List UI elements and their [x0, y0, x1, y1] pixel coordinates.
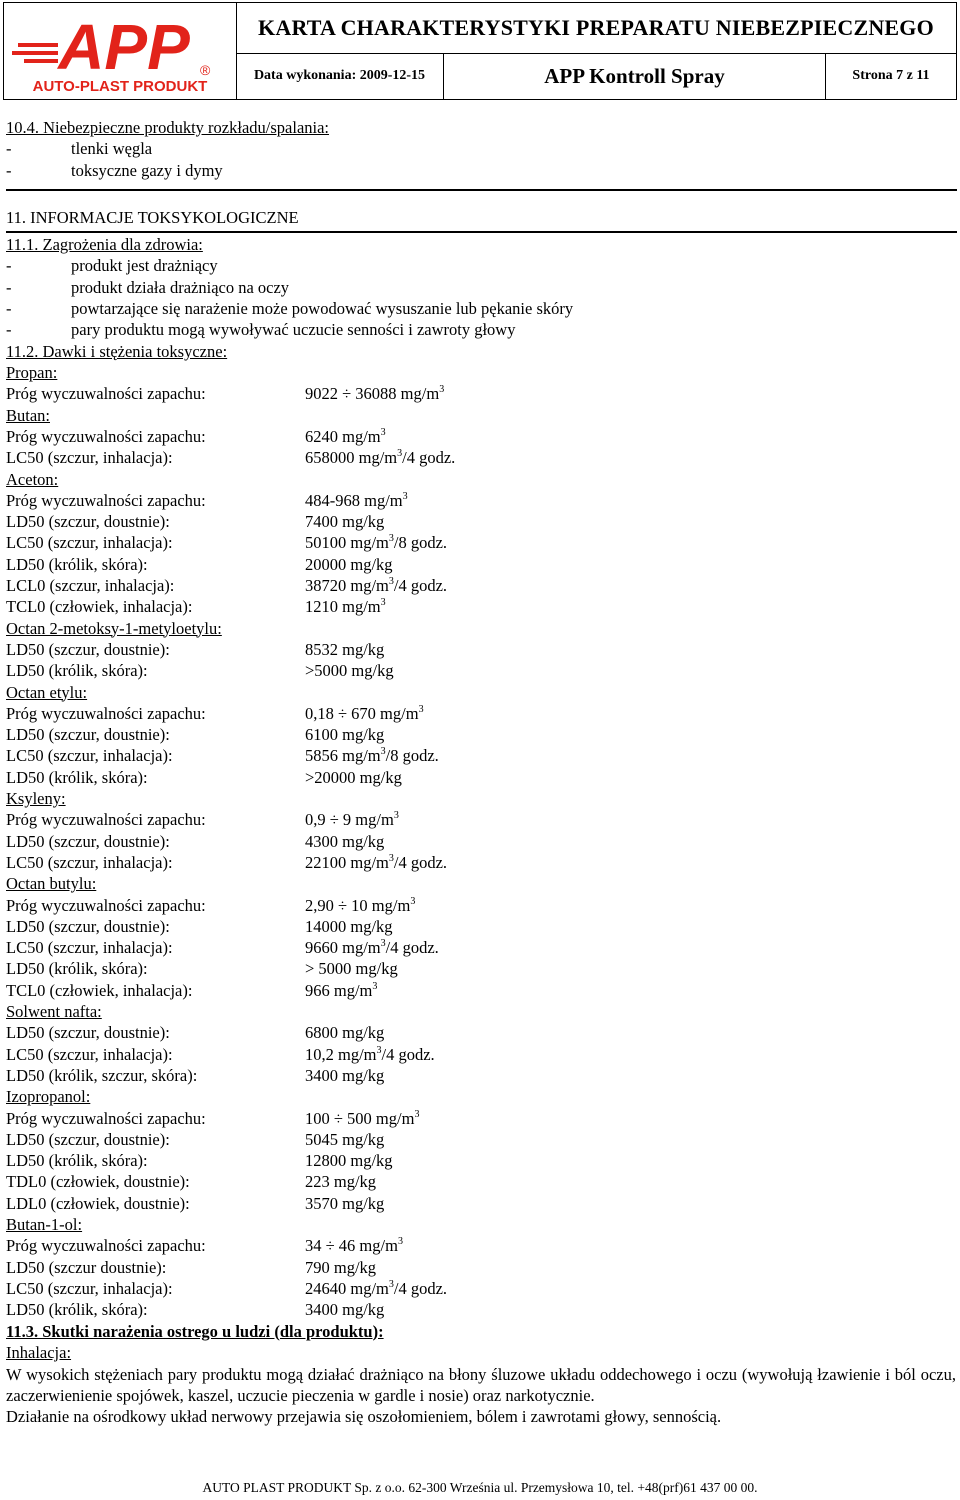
toxicity-label: Próg wyczuwalności zapachu: [6, 895, 206, 915]
toxicity-row [6, 746, 439, 766]
substance-heading: 11.3. Skutki narażenia ostrego u ludzi (dla produktu): [6, 1321, 384, 1341]
toxicity-row [6, 1151, 393, 1171]
toxicity-label: LC50 (szczur, inhalacja): [6, 1044, 173, 1064]
toxicity-value: 38720 $mg/m^3/4$ godz. [305, 576, 448, 595]
toxicity-row [6, 959, 398, 979]
toxicity-row [6, 980, 378, 1001]
toxicity-label: LC50 (szczur, inhalacja): [6, 448, 173, 468]
toxicity-row [6, 448, 456, 468]
toxicity-value: 484-968 $mg/m^3$ [305, 490, 408, 510]
substance-heading: Izopropanol: [6, 1087, 91, 1107]
toxicity-row [6, 810, 399, 830]
toxicity-row [6, 1257, 377, 1278]
section-divider [6, 189, 957, 191]
toxicity-label: LC50 (szczur, inhalacja): [6, 533, 173, 553]
toxicity-row [6, 1044, 435, 1065]
document-header [3, 2, 957, 100]
section-11-heading: 11. INFORMACJE TOKSYKOLOGICZNE [6, 208, 299, 227]
toxicity-row [6, 533, 448, 553]
toxicity-row [6, 426, 386, 447]
toxicity-label: Próg wyczuwalności zapachu: [6, 490, 206, 510]
toxicity-value: 223 mg/kg [305, 1172, 377, 1192]
toxicity-label: LCL0 (szczur, inhalacja): [6, 576, 175, 595]
toxicity-label: Próg wyczuwalności zapachu: [6, 1236, 206, 1256]
toxicity-label: LD50 (szczur, doustnie): [6, 916, 170, 936]
substance-heading: Butan-1-ol: [6, 1215, 83, 1234]
toxicity-label: Próg wyczuwalności zapachu: [6, 810, 206, 830]
toxicity-row [6, 1236, 403, 1256]
toxicity-value: 9022 ÷ 36088 $mg/m^3$ [305, 384, 445, 404]
company-logo [4, 3, 237, 99]
toxicity-value: 9660 $mg/m^3/4$ godz. [305, 938, 439, 958]
toxicity-value: 10,2 $mg/m^3/4$ godz. [305, 1044, 435, 1064]
toxicity-value: 6800 mg/kg [305, 1023, 385, 1043]
section-divider [6, 231, 957, 233]
toxicity-row [6, 938, 439, 958]
toxicity-label: LD50 (królik, skóra): [6, 959, 148, 979]
toxicity-label: LD50 (szczur, doustnie): [6, 1023, 170, 1043]
logo-sub-text: AUTO-PLAST PRODUKT [32, 78, 208, 95]
toxicity-label: LD50 (szczur, doustnie): [6, 831, 170, 851]
toxicity-value: 6100 mg/kg [305, 725, 385, 745]
toxicity-row [6, 1278, 448, 1299]
toxicity-value: 790 mg/kg [305, 1257, 377, 1277]
toxicity-value: 12800 mg/kg [305, 1151, 393, 1171]
substance-heading: Ksyleny: [6, 789, 66, 808]
toxicity-label: LC50 (szczur, inhalacja): [6, 1278, 173, 1298]
list-item: - produkt jest drażniący [6, 256, 218, 275]
toxicity-value: 0,9 ÷ 9 $mg/m^3$ [305, 810, 399, 830]
toxicity-value: 20000 mg/kg [305, 554, 393, 574]
toxicity-value: 34 ÷ 46 $mg/m^3$ [305, 1236, 403, 1256]
toxicity-value: 100 ÷ 500 $mg/m^3$ [305, 1108, 420, 1128]
toxicity-row [6, 895, 416, 916]
document-title: KARTA CHARAKTERYSTYKI PREPARATU NIEBEZPIECZNEGO [236, 3, 956, 54]
toxicity-value: >5000 mg/kg [305, 661, 394, 681]
toxicity-value: 966 $mg/m^3$ [305, 980, 378, 1000]
toxicity-label: LD50 (królik, skóra): [6, 767, 148, 787]
toxicity-label: LD50 (szczur, doustnie): [6, 512, 170, 532]
logo-main-text: APP [58, 11, 190, 83]
toxicity-row [6, 661, 394, 681]
toxicity-row [6, 831, 385, 852]
toxicity-label: LD50 (szczur, doustnie): [6, 639, 170, 659]
toxicity-value: 50100 $mg/m^3/8$ godz. [305, 533, 448, 553]
inhalation-paragraph: W wysokich stężeniach pary produktu mogą działać drażniąco na błony śluzowe układu oddechowego i oczu (wywołują łzawienie i ból oczu, zaczerwienienie spojówek, kaszel, uczucie pieczenia w gardle i nosie) oraz narkotycznie. [6, 1365, 956, 1405]
app-logo-graphic [4, 3, 236, 99]
toxicity-row [6, 1065, 385, 1086]
toxicity-value: 2,90 ÷ 10 $mg/m^3$ [305, 895, 416, 915]
toxicity-value: 14000 mg/kg [305, 916, 393, 936]
toxicity-label: LC50 (szczur, inhalacja): [6, 938, 173, 958]
creation-date: Data wykonania: 2009-12-15 [236, 53, 444, 99]
toxicity-value: 3400 mg/kg [305, 1065, 385, 1085]
substance-heading: Octan etylu: [6, 682, 88, 702]
toxicity-row [6, 703, 424, 724]
section-11-2-heading: 11.2. Dawki i stężenia toksyczne: [6, 342, 228, 361]
toxicity-value: 24640 $mg/m^3/4$ godz. [305, 1278, 448, 1298]
toxicity-value: 3400 mg/kg [305, 1300, 385, 1320]
toxicity-label: TCL0 (człowiek, inhalacja): [6, 980, 193, 1000]
toxicity-value: 4300 mg/kg [305, 831, 385, 851]
substance-heading: Inhalacja: [6, 1342, 72, 1362]
toxicity-row [6, 1300, 385, 1320]
section-11-1-heading: 11.1. Zagrożenia dla zdrowia: [6, 235, 203, 254]
toxicity-value: 22100 $mg/m^3/4$ godz. [305, 852, 448, 872]
toxicity-row [6, 852, 448, 873]
toxicity-label: Próg wyczuwalności zapachu: [6, 426, 206, 446]
toxicity-row [6, 490, 408, 511]
toxicity-label: Próg wyczuwalności zapachu: [6, 384, 206, 404]
toxicity-label: LD50 (królik, skóra): [6, 1151, 148, 1171]
toxicity-row [6, 576, 448, 596]
substance-heading: Aceton: [6, 469, 59, 489]
toxicity-row [6, 639, 385, 660]
toxicity-row [6, 1193, 385, 1214]
list-item: - produkt działa drażniąco na oczy [6, 278, 290, 297]
cns-effect-paragraph: Działanie na ośrodkowy układ nerwowy przejawia się oszołomieniem, bólem i zawrotami głowy, sennością. [6, 1407, 722, 1426]
toxicity-value: 6240 $mg/m^3$ [305, 426, 386, 446]
toxicity-label: LC50 (szczur, inhalacja): [6, 746, 173, 766]
toxicity-row [6, 384, 445, 404]
toxicity-label: Próg wyczuwalności zapachu: [6, 1108, 206, 1128]
substance-heading: Butan: [6, 405, 50, 425]
page-number: Strona 7 z 11 [852, 68, 930, 83]
list-item: - toksyczne gazy i dymy [6, 161, 223, 180]
substance-heading: Octan 2-metoksy-1-metyloetylu: [6, 618, 222, 638]
registered-mark: ® [200, 62, 211, 78]
toxicity-value: >20000 mg/kg [305, 767, 402, 787]
toxicity-value: 1210 $mg/m^3$ [305, 597, 386, 617]
toxicity-value: 5045 mg/kg [305, 1129, 385, 1149]
toxicity-label: LD50 (królik, skóra): [6, 554, 148, 574]
toxicity-value: 3570 mg/kg [305, 1193, 385, 1213]
toxicity-row [6, 725, 385, 745]
toxicity-label: LD50 (szczur, doustnie): [6, 725, 170, 745]
toxicity-label: LD50 (królik, skóra): [6, 661, 148, 681]
product-name: APP Kontroll Spray [444, 53, 826, 99]
toxicity-label: TDL0 (człowiek, doustnie): [6, 1172, 190, 1192]
substance-heading: Solwent nafta: [6, 1002, 102, 1021]
toxicity-row [6, 554, 393, 575]
toxicity-row [6, 512, 385, 532]
substance-heading: Propan: [6, 363, 58, 382]
toxicity-label: LDL0 (człowiek, doustnie): [6, 1193, 190, 1213]
list-item: - tlenki węgla [6, 139, 153, 158]
toxicity-label: LD50 (szczur, doustnie): [6, 1129, 170, 1149]
toxicity-label: LD50 (królik, szczur, skóra): [6, 1065, 198, 1085]
toxicity-value: 7400 mg/kg [305, 512, 385, 532]
toxicity-label: LC50 (szczur, inhalacja): [6, 852, 173, 872]
section-10-4-heading: 10.4. Niebezpieczne produkty rozkładu/spalania: [6, 118, 330, 137]
toxicity-row [6, 1129, 385, 1150]
substance-heading: Octan butylu: [6, 874, 97, 894]
page-footer: AUTO PLAST PRODUKT Sp. z o.o. 62-300 Września ul. Przemysłowa 10, tel. +48(prf)61 437 00 00. [202, 1480, 758, 1495]
toxicity-label: LD50 (królik, skóra): [6, 1300, 148, 1320]
list-item: - powtarzające się narażenie może powodować wysuszanie lub pękanie skóry [6, 299, 574, 318]
toxicity-row [6, 597, 386, 617]
toxicity-row [6, 1023, 385, 1043]
toxicity-value: 658000 $mg/m^3/4$ godz. [305, 448, 456, 468]
toxicity-label: TCL0 (człowiek, inhalacja): [6, 597, 193, 617]
toxicity-value: 0,18 ÷ 670 $mg/m^3$ [305, 703, 424, 723]
toxicity-row [6, 1172, 377, 1192]
toxicity-label: LD50 (szczur doustnie): [6, 1257, 167, 1277]
toxicity-value: 8532 mg/kg [305, 639, 385, 659]
toxicity-row [6, 1108, 420, 1129]
list-item: - pary produktu mogą wywoływać uczucie senności i zawroty głowy [6, 320, 516, 339]
toxicity-label: Próg wyczuwalności zapachu: [6, 703, 206, 723]
toxicity-row [6, 767, 402, 788]
toxicity-value: > 5000 mg/kg [305, 959, 398, 979]
toxicity-value: 5856 $mg/m^3/8$ godz. [305, 746, 439, 766]
toxicity-row [6, 916, 393, 937]
